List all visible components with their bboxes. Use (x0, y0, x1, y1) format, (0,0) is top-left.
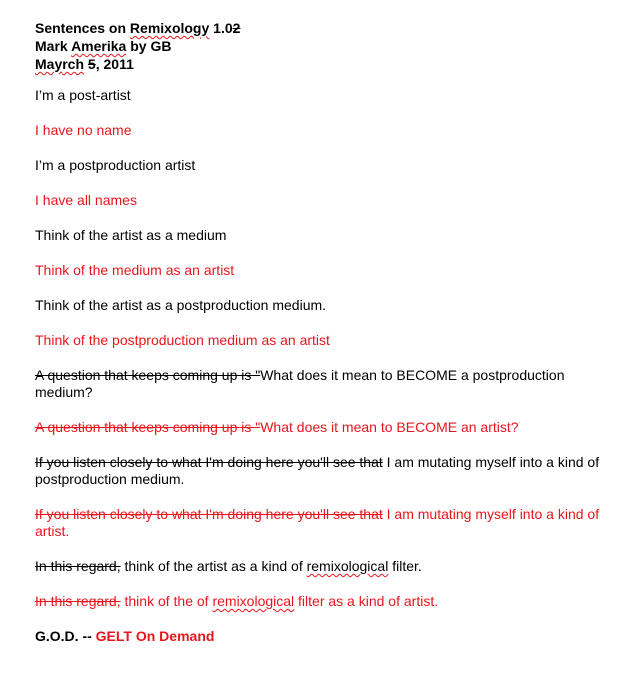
misspelled-word: remixological (212, 593, 295, 609)
sentence: In this regard, think of the of remixological filter as a kind of artist. (35, 593, 439, 609)
sentence: I’m a post-artist (35, 87, 131, 103)
struck-text: In this regard, (35, 593, 121, 609)
title-line: Sentences on Remixology 1.02 (35, 20, 241, 36)
sentence: Think of the artist as a medium (35, 227, 227, 243)
struck-text: rch (62, 56, 85, 72)
sentence: If you listen closely to what I'm doing here you'll see that I am mutating myself into a kind of postproduction medium. (35, 454, 600, 487)
struck-text: A question that keeps coming up is " (35, 419, 261, 435)
document-body (35, 19, 615, 645)
struck-text: 2 (232, 20, 241, 36)
struck-text: If you listen closely to what I'm doing here you'll see that (35, 506, 383, 522)
sentence: A question that keeps coming up is "What does it mean to BECOME a postproduction medium? (35, 367, 565, 400)
struck-text: If you listen closely to what I'm doing here you'll see that (35, 454, 383, 470)
sentence: Think of the medium as an artist (35, 262, 235, 278)
document-header (35, 19, 615, 73)
god-tagline: GELT On Demand (95, 628, 215, 644)
sentence: I have all names (35, 192, 137, 208)
sentence: Think of the artist as a postproduction medium. (35, 297, 327, 313)
author-line: Mark Amerika by GB (35, 38, 172, 54)
closing-line: G.O.D. -- GELT On Demand (35, 628, 215, 644)
sentence: A question that keeps coming up is "What does it mean to BECOME an artist? (35, 419, 519, 435)
struck-text: A question that keeps coming up is " (35, 367, 261, 383)
sentence: I’m a postproduction artist (35, 157, 196, 173)
sentence: I have no name (35, 122, 132, 138)
sentence: If you listen closely to what I'm doing here you'll see that I am mutating myself into a kind of artist. (35, 506, 600, 539)
struck-text: 5 (87, 56, 96, 72)
misspelled-word: Amerika (71, 38, 127, 54)
misspelled-word: Remixology (129, 20, 210, 36)
struck-text: In this regard, (35, 558, 121, 574)
sentence: Think of the postproduction medium as an artist (35, 332, 330, 348)
date-line: Mayrch 5, 2011 (35, 56, 134, 72)
misspelled-word: remixological (306, 558, 389, 574)
sentence: In this regard, think of the artist as a kind of remixological filter. (35, 558, 422, 574)
